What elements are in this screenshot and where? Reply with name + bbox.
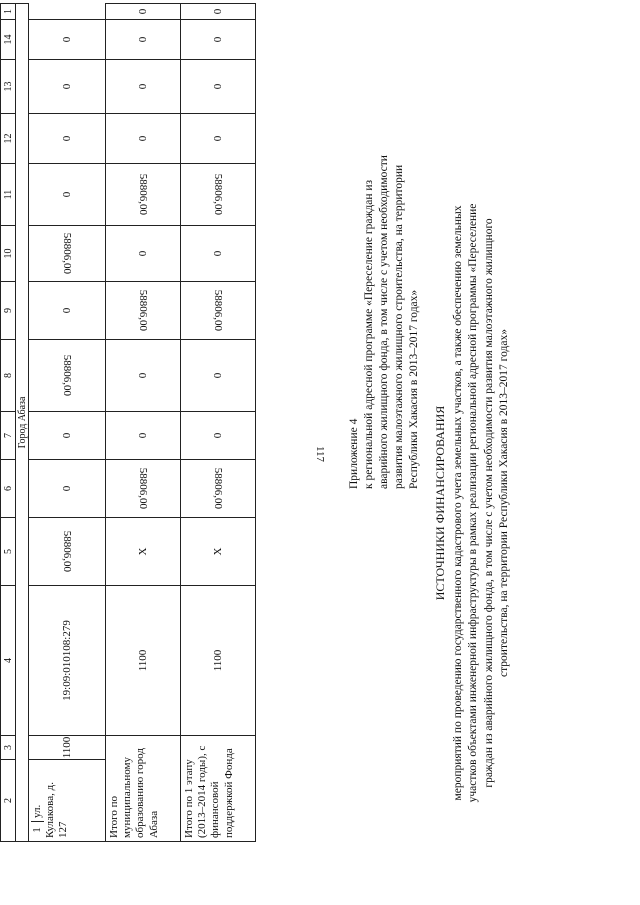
col-header-5: 5 (1, 518, 16, 586)
cell-c14: 0 (106, 4, 181, 20)
cell-c7: 0 (181, 340, 256, 412)
table-row (29, 4, 106, 842)
col-header-11: 11 (1, 164, 16, 226)
cell-c6: 0 (106, 412, 181, 460)
col-header-1: 1 (1, 4, 16, 20)
col-header-14: 14 (1, 20, 16, 60)
cell-c8: 58806,00 (106, 282, 181, 340)
cell-c5: 58806,00 (181, 460, 256, 518)
cell-c12: 0 (106, 60, 181, 114)
table (0, 3, 256, 842)
cell-c3: 1100 (106, 586, 181, 736)
col-header-4: 4 (1, 586, 16, 736)
cell-c8: 58806,00 (181, 282, 256, 340)
cell-c9: 0 (29, 282, 106, 340)
cell-c4: X (181, 518, 256, 586)
cell-c6: 0 (181, 412, 256, 460)
sources-text: мероприятий по проведению государственного кадастрового учета земельных участков, а также обеспечению земельных участков объектами инженерной инфраструктуры в рамках реализации региональной адресной программы «Переселение граждан из аварийного жилищного фонда, в том числе с учетом необходимости развития малоэтажного жилищного строительства, на территории Республики Хакасия в 2013–2017 годах» (451, 203, 510, 803)
object-name: 1ул. Кулакова, д. 127 (29, 760, 106, 842)
col-header-12: 12 (1, 114, 16, 164)
table-row (181, 4, 256, 842)
col-header-8: 8 (1, 340, 16, 412)
section-label: Город Абаза (16, 4, 29, 842)
subtotal-label: Итого по муниципальному образованию город Абаза (106, 736, 181, 842)
cell-c12: 0 (181, 60, 256, 114)
appendix-text: к региональной адресной программе «Переселение граждан из аварийного жилищного фонда, в том числе с учетом необходимости развития малоэтажного жилищного строительства, на территории Республики Хакасия в 2013–2017 годах» (363, 155, 420, 489)
sources-heading (433, 203, 515, 803)
cell-c3: 1100 (29, 736, 106, 760)
cell-c10: 58806,00 (29, 226, 106, 282)
cell-c7: 0 (106, 340, 181, 412)
cell-c7: 0 (29, 412, 106, 460)
col-header-13: 13 (1, 60, 16, 114)
page-number: 117 (314, 445, 326, 463)
cell-c4: X (106, 518, 181, 586)
cell-c13: 0 (181, 20, 256, 60)
cell-c9: 0 (106, 226, 181, 282)
cell-c11: 0 (181, 114, 256, 164)
cell-c14: 0 (181, 4, 256, 20)
cell-c6: 0 (29, 460, 106, 518)
cell-c12: 0 (29, 114, 106, 164)
stage-total-label: Итого по 1 этапу (2013–2014 годы), с финансовой поддержкой Фонда (181, 736, 256, 842)
cell-c13: 0 (29, 60, 106, 114)
cell-c8: 58806,00 (29, 340, 106, 412)
financing-table (0, 4, 234, 842)
cell-c3: 1100 (181, 586, 256, 736)
col-header-3: 3 (1, 736, 16, 760)
cell-c10: 58806,00 (181, 164, 256, 226)
col-header-9: 9 (1, 282, 16, 340)
cell-c9: 0 (181, 226, 256, 282)
row-number: 1 (31, 821, 44, 838)
appendix-number: Приложение 4 (348, 418, 360, 489)
cell-c5: 58806,00 (29, 518, 106, 586)
sources-title: ИСТОЧНИКИ ФИНАНСИРОВАНИЯ (433, 405, 447, 601)
section-row (16, 4, 29, 842)
cell-c11: 0 (106, 114, 181, 164)
col-header-10: 10 (1, 226, 16, 282)
cell-c13: 0 (106, 20, 181, 60)
appendix-note (347, 139, 437, 489)
cell-c11: 0 (29, 164, 106, 226)
table-row (106, 4, 181, 842)
cell-c5: 58806,00 (106, 460, 181, 518)
col-header-7: 7 (1, 412, 16, 460)
cadastral-number: 19:09:010108:279 (29, 586, 106, 736)
cell-c10: 58806,00 (106, 164, 181, 226)
header-row (1, 4, 16, 842)
col-header-2: 2 (1, 760, 16, 842)
cell-c14: 0 (29, 20, 106, 60)
col-header-6: 6 (1, 460, 16, 518)
